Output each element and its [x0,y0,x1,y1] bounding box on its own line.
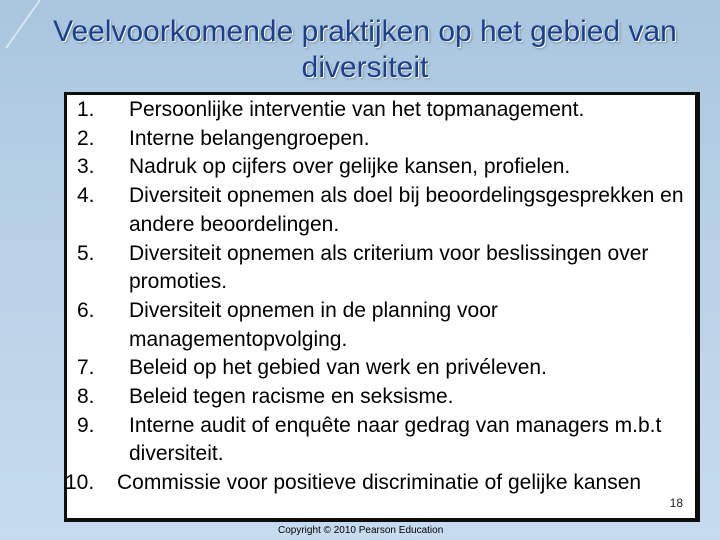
item-text: Beleid op het gebied van werk en privéleven. [129,356,547,380]
list-item [77,153,697,182]
item-number: 4. [77,184,95,208]
item-text: Commissie voor positieve discriminatie of gelijke kansen [117,471,642,495]
item-text: Diversiteit opnemen in de planning voor managementopvolging. [129,298,498,351]
item-text: Interne audit of enquête naar gedrag van managers m.b.t diversiteit. [129,413,662,466]
content-box [64,92,700,522]
list-item [77,182,697,239]
item-number: 5. [77,241,95,265]
item-number: 3. [77,155,95,179]
item-number: 7. [77,356,95,380]
list-item [77,354,697,383]
item-number: 2. [77,126,95,150]
page-number: 18 [669,496,683,510]
practice-list [65,96,697,498]
item-text: Beleid tegen racisme en seksisme. [129,385,454,409]
item-text: Persoonlijke interventie van het topmanagement. [129,98,585,121]
list-item [77,383,697,412]
item-text: Diversiteit opnemen als criterium voor beslissingen over promoties. [129,241,649,294]
item-number: 1. [77,98,95,121]
list-item [77,412,697,469]
list-item [65,469,697,498]
list-item [77,96,697,125]
item-text: Interne belangengroepen. [129,126,370,150]
list-item [77,240,697,297]
item-number: 9. [77,413,95,437]
slide-title: Veelvoorkomende praktijken op het gebied van diversiteit [53,15,677,84]
copyright-text: Copyright © 2010 Pearson Education [278,525,444,536]
item-number: 8. [77,385,95,409]
list-item [77,125,697,154]
list-item [77,297,697,354]
item-text: Nadruk op cijfers over gelijke kansen, profielen. [129,155,571,179]
item-number: 6. [77,298,95,322]
item-text: Diversiteit opnemen als doel bij beoordelingsgesprekken en andere beoordelingen. [129,184,684,236]
item-number: 10. [65,471,95,495]
